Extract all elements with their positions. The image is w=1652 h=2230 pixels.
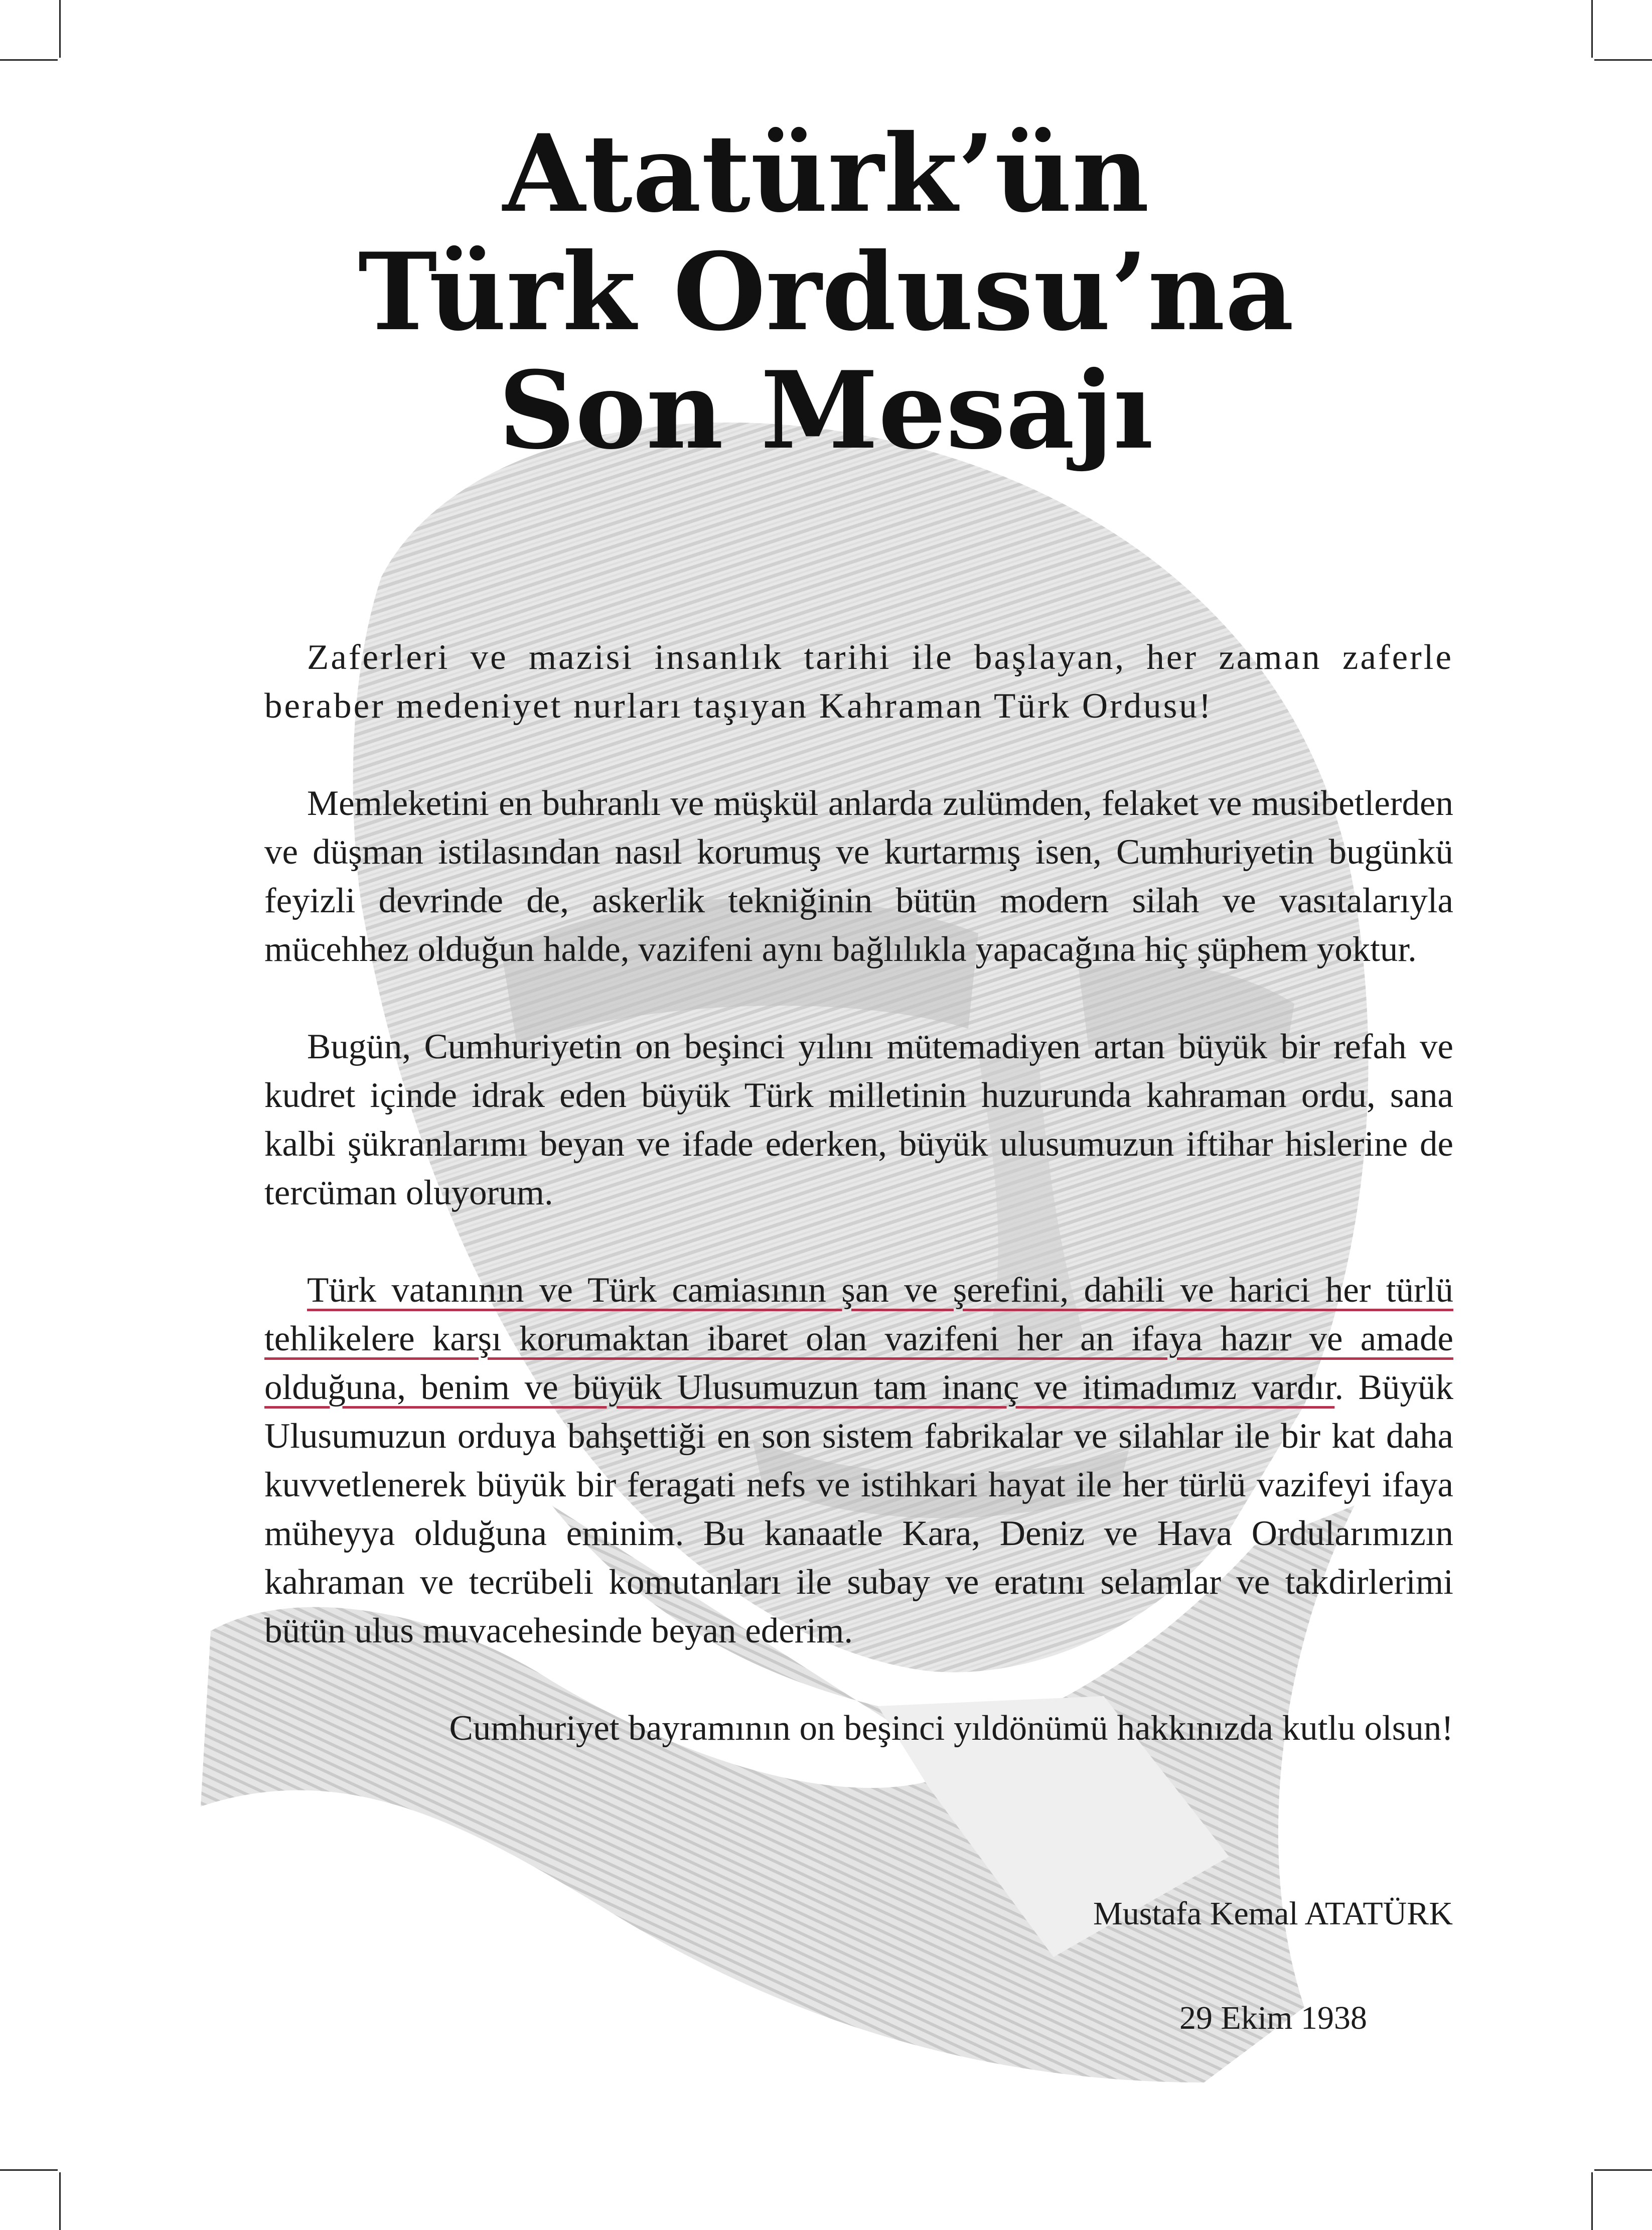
signature: Mustafa Kemal ATATÜRK <box>1093 1895 1453 1932</box>
title-line-1: Atatürk’ün <box>503 111 1149 236</box>
paragraph-2: Memleketini en buhranlı ve müşkül anlarda zulümden, felaket ve musibetlerden ve düşman istilasından nasıl korumuş ve kurtarmış isen, Cumhuriyetin bugünkü feyizli devrinde de, askerlik tekniğinin bütün modern silah ve vasıtalarıyla mücehhez olduğun halde, vazifeni aynı bağlılıkla yapacağına hiç şüphem yoktur. <box>264 784 1453 969</box>
page-title <box>0 111 1652 473</box>
title-line-3: Son Mesajı <box>498 348 1154 473</box>
message-body <box>264 633 1453 1801</box>
paragraph-4 <box>264 1266 1453 1655</box>
underlined-passage: Türk vatanının ve Türk camiasının şan ve şerefini, dahili ve harici her türlü tehlikelere karşı korumaktan ibaret olan vazifeni her an ifaya hazır ve amade olduğuna, benim ve büyük Ulusumuzun tam inanç ve itimadımız vardır <box>264 1271 1453 1407</box>
closing-line: Cumhuriyet bayramının on beşinci yıldönümü hakkınızda kutlu olsun! <box>449 1709 1453 1748</box>
date: 29 Ekim 1938 <box>1179 2000 1367 2036</box>
paragraph-3: Bugün, Cumhuriyetin on beşinci yılını mütemadiyen artan büyük bir refah ve kudret içinde idrak eden büyük Türk milletinin huzurunda kahraman ordu, sana kalbi şükranlarımı beyan ve ifade ederken, büyük ulusumuzun iftihar hislerine de tercüman oluyorum. <box>264 1027 1453 1212</box>
paragraph-4-rest: . Büyük Ulusumuzun orduya bahşettiği en son sistem fabrikalar ve silahlar ile bir kat daha kuvvetlenerek büyük bir feragati nefs ve istihkari hayat ile her türlü vazifeyi ifaya müheyya olduğuna eminim. Bu kanaatle Kara, Deniz ve Hava Ordularımızın kahraman ve tecrübeli komutanları ile subay ve eratını selamlar ve takdirlerimi bütün ulus muvacehesinde beyan ederim. <box>264 1368 1453 1650</box>
title-line-2: Türk Ordusu’na <box>358 229 1294 354</box>
paragraph-1: Zaferleri ve mazisi insanlık tarihi ile başlayan, her zaman zaferle beraber medeniyet nurları taşıyan Kahraman Türk Ordusu! <box>264 638 1453 726</box>
